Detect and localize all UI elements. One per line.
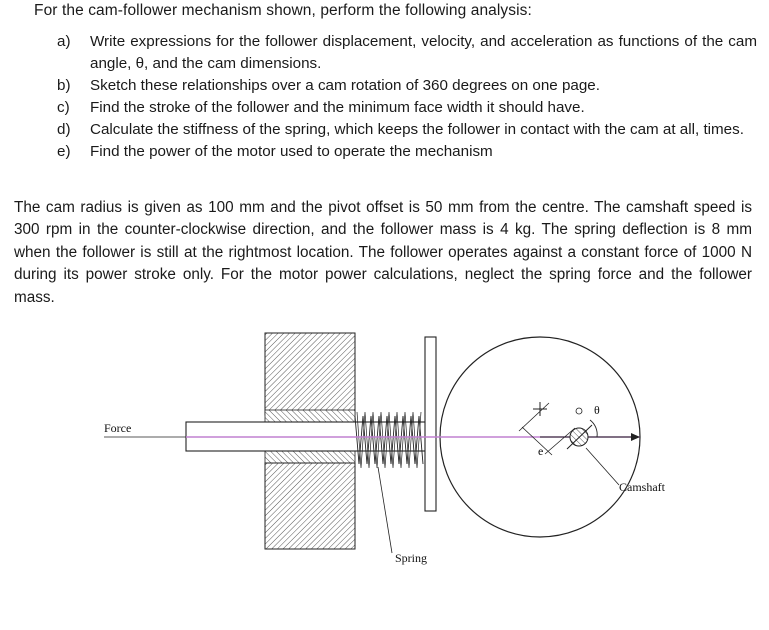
task-label: d) bbox=[57, 121, 71, 138]
task-list bbox=[57, 31, 757, 163]
task-item-e bbox=[57, 141, 757, 163]
guide-liner-lower bbox=[265, 451, 355, 463]
task-text: Sketch these relationships over a cam rotation of 360 degrees on one page. bbox=[90, 77, 600, 94]
task-item-b bbox=[57, 75, 757, 97]
task-text: Find the stroke of the follower and the minimum face width it should have. bbox=[90, 99, 585, 116]
force-label: Force bbox=[104, 421, 132, 435]
guide-block-lower bbox=[265, 463, 355, 549]
axis-arrow bbox=[631, 433, 640, 441]
task-label: e) bbox=[57, 143, 71, 160]
problem-intro: For the cam-follower mechanism shown, perform the following analysis: bbox=[34, 2, 532, 19]
task-label: c) bbox=[57, 99, 70, 116]
task-text: Write expressions for the follower displacement, velocity, and acceleration as functions of the cam angle, θ, and the cam dimensions. bbox=[90, 33, 757, 72]
theta-label: θ bbox=[594, 403, 600, 417]
rotation-arrow bbox=[590, 420, 597, 437]
task-text: Find the power of the motor used to operate the mechanism bbox=[90, 143, 493, 160]
problem-paragraph: The cam radius is given as 100 mm and the pivot offset is 50 mm from the centre. The camshaft speed is 300 rpm in the counter-clockwise direction, and the follower mass is 4 kg. The spring deflection is 8 mm when the follower is still at the rightmost location. The follower operates against a constant force of 1000 N during its power stroke only. For the motor power calculations, neglect the spring force and the follower mass. bbox=[14, 199, 752, 306]
offset-label: e bbox=[538, 444, 544, 458]
guide-liner-upper bbox=[265, 410, 355, 422]
task-item-c bbox=[57, 97, 757, 119]
task-text: Calculate the stiffness of the spring, which keeps the follower in contact with the cam at all, times. bbox=[90, 121, 744, 138]
task-item-d bbox=[57, 119, 757, 141]
offset-dimension bbox=[519, 403, 549, 431]
spring-label: Spring bbox=[395, 551, 428, 565]
follower-face-plate bbox=[425, 337, 436, 511]
guide-block-upper bbox=[265, 333, 355, 415]
camshaft-label: Camshaft bbox=[619, 480, 665, 494]
task-item-a bbox=[57, 31, 757, 75]
task-label: b) bbox=[57, 77, 71, 94]
task-label: a) bbox=[57, 33, 71, 50]
cam-follower-diagram bbox=[0, 318, 769, 630]
